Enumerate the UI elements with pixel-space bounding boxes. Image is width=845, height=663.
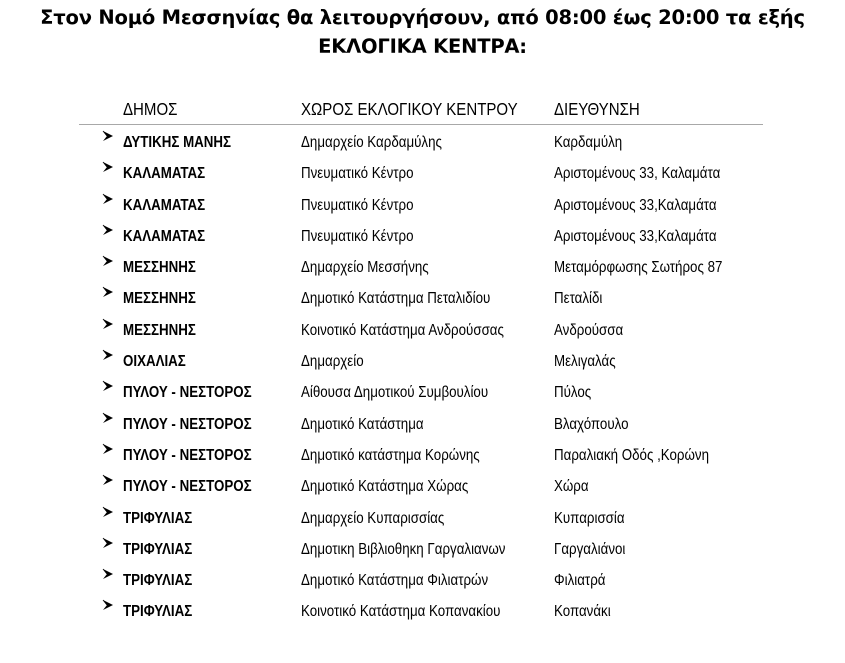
center-cell: Δημαρχείο Καρδαμύλης	[301, 134, 442, 151]
document-title-line-1: Στον Νομό Μεσσηνίας θα λειτουργήσουν, από 08:00 έως 20:00 τα εξής	[40, 6, 805, 29]
municipality-cell: ΔΥΤΙΚΗΣ ΜΑΝΗΣ	[123, 134, 232, 151]
center-cell: Κοινοτικό Κατάστημα Κοπανακίου	[301, 603, 501, 621]
center-cell: Πνευματικό Κέντρο	[301, 227, 414, 245]
table-row	[0, 255, 845, 286]
address-cell: Αριστομένους 33, Καλαμάτα	[554, 165, 721, 183]
address-cell: Βλαχόπουλο	[554, 415, 629, 433]
column-header-address: ΔΙΕΥΘΥΝΣΗ	[554, 99, 640, 119]
arrowhead-bullet-icon	[102, 224, 116, 238]
arrowhead-bullet-icon	[102, 349, 116, 363]
municipality-cell: ΤΡΙΦΥΛΙΑΣ	[123, 603, 193, 621]
municipality-cell: ΚΑΛΑΜΑΤΑΣ	[123, 165, 206, 183]
arrowhead-bullet-icon	[102, 599, 116, 613]
table-row	[0, 349, 845, 380]
table-row	[0, 443, 845, 474]
center-cell: Δημοτικη Βιβλιοθηκη Γαργαλιανων	[301, 540, 506, 558]
table-row	[0, 193, 845, 224]
center-cell: Πνευματικό Κέντρο	[301, 165, 414, 183]
table-row	[0, 161, 845, 192]
arrowhead-bullet-icon	[102, 443, 116, 457]
address-cell: Αριστομένους 33,Καλαμάτα	[554, 196, 717, 214]
arrowhead-bullet-icon	[102, 130, 116, 144]
municipality-cell: ΠΥΛΟΥ - ΝΕΣΤΟΡΟΣ	[123, 415, 252, 433]
header-divider	[79, 124, 763, 125]
arrowhead-bullet-icon	[102, 161, 116, 175]
arrowhead-bullet-icon	[102, 255, 116, 269]
table-row	[0, 224, 845, 255]
table-row	[0, 412, 845, 443]
arrowhead-bullet-icon	[102, 412, 116, 426]
center-cell: Δημοτικό Κατάστημα	[301, 415, 424, 433]
arrowhead-bullet-icon	[102, 506, 116, 520]
center-cell: Δημαρχείο Κυπαρισσίας	[301, 509, 445, 527]
municipality-cell: ΠΥΛΟΥ - ΝΕΣΤΟΡΟΣ	[123, 446, 252, 464]
center-cell: Δημοτικό Κατάστημα Πεταλιδίου	[301, 290, 491, 308]
municipality-cell: ΠΥΛΟΥ - ΝΕΣΤΟΡΟΣ	[123, 384, 252, 402]
municipality-cell: ΤΡΙΦΥΛΙΑΣ	[123, 509, 193, 527]
municipality-cell: ΤΡΙΦΥΛΙΑΣ	[123, 572, 193, 590]
municipality-cell: ΜΕΣΣΗΝΗΣ	[123, 290, 196, 308]
arrowhead-bullet-icon	[102, 286, 116, 300]
address-cell: Μελιγαλάς	[554, 353, 616, 371]
address-cell: Παραλιακή Οδός ,Κορώνη	[554, 446, 709, 464]
column-header-municipality: ΔΗΜΟΣ	[123, 99, 178, 119]
center-cell: Δημαρχείο	[301, 353, 364, 371]
municipality-cell: ΤΡΙΦΥΛΙΑΣ	[123, 540, 193, 558]
table-row	[0, 506, 845, 537]
centers-list	[0, 130, 845, 631]
address-cell: Φιλιατρά	[554, 572, 606, 590]
address-cell: Ανδρούσσα	[554, 321, 624, 339]
center-cell: Δημοτικό κατάστημα Κορώνης	[301, 446, 480, 464]
address-cell: Πεταλίδι	[554, 290, 603, 308]
address-cell: Μεταμόρφωσης Σωτήρος 87	[554, 259, 723, 277]
table-row	[0, 568, 845, 599]
municipality-cell: ΜΕΣΣΗΝΗΣ	[123, 259, 196, 277]
table-row	[0, 286, 845, 317]
table-row	[0, 537, 845, 568]
table-row	[0, 130, 845, 161]
document-title-line-2: ΕΚΛΟΓΙΚΑ ΚΕΝΤΡΑ:	[318, 35, 527, 58]
municipality-cell: ΚΑΛΑΜΑΤΑΣ	[123, 196, 206, 214]
arrowhead-bullet-icon	[102, 193, 116, 207]
arrowhead-bullet-icon	[102, 318, 116, 332]
table-row	[0, 318, 845, 349]
arrowhead-bullet-icon	[102, 537, 116, 551]
address-cell: Κυπαρισσία	[554, 509, 625, 527]
table-row	[0, 599, 845, 630]
center-cell: Δημοτικό Κατάστημα Φιλιατρών	[301, 572, 489, 590]
municipality-cell: ΚΑΛΑΜΑΤΑΣ	[123, 227, 206, 245]
column-header-center: ΧΩΡΟΣ ΕΚΛΟΓΙΚΟΥ ΚΕΝΤΡΟΥ	[301, 99, 518, 119]
address-cell: Καρδαμύλη	[554, 134, 623, 151]
arrowhead-bullet-icon	[102, 474, 116, 488]
center-cell: Αίθουσα Δημοτικού Συμβουλίου	[301, 384, 489, 402]
municipality-cell: ΟΙΧΑΛΙΑΣ	[123, 353, 186, 371]
address-cell: Πύλος	[554, 384, 592, 402]
center-cell: Δημοτικό Κατάστημα Χώρας	[301, 478, 469, 496]
table-row	[0, 380, 845, 411]
municipality-cell: ΜΕΣΣΗΝΗΣ	[123, 321, 196, 339]
table-row	[0, 474, 845, 505]
arrowhead-bullet-icon	[102, 568, 116, 582]
center-cell: Πνευματικό Κέντρο	[301, 196, 414, 214]
address-cell: Κοπανάκι	[554, 603, 611, 621]
address-cell: Αριστομένους 33,Καλαμάτα	[554, 227, 717, 245]
arrowhead-bullet-icon	[102, 380, 116, 394]
address-cell: Χώρα	[554, 478, 589, 496]
center-cell: Δημαρχείο Μεσσήνης	[301, 259, 429, 277]
municipality-cell: ΠΥΛΟΥ - ΝΕΣΤΟΡΟΣ	[123, 478, 252, 496]
center-cell: Κοινοτικό Κατάστημα Ανδρούσσας	[301, 321, 504, 339]
address-cell: Γαργαλιάνοι	[554, 540, 626, 558]
